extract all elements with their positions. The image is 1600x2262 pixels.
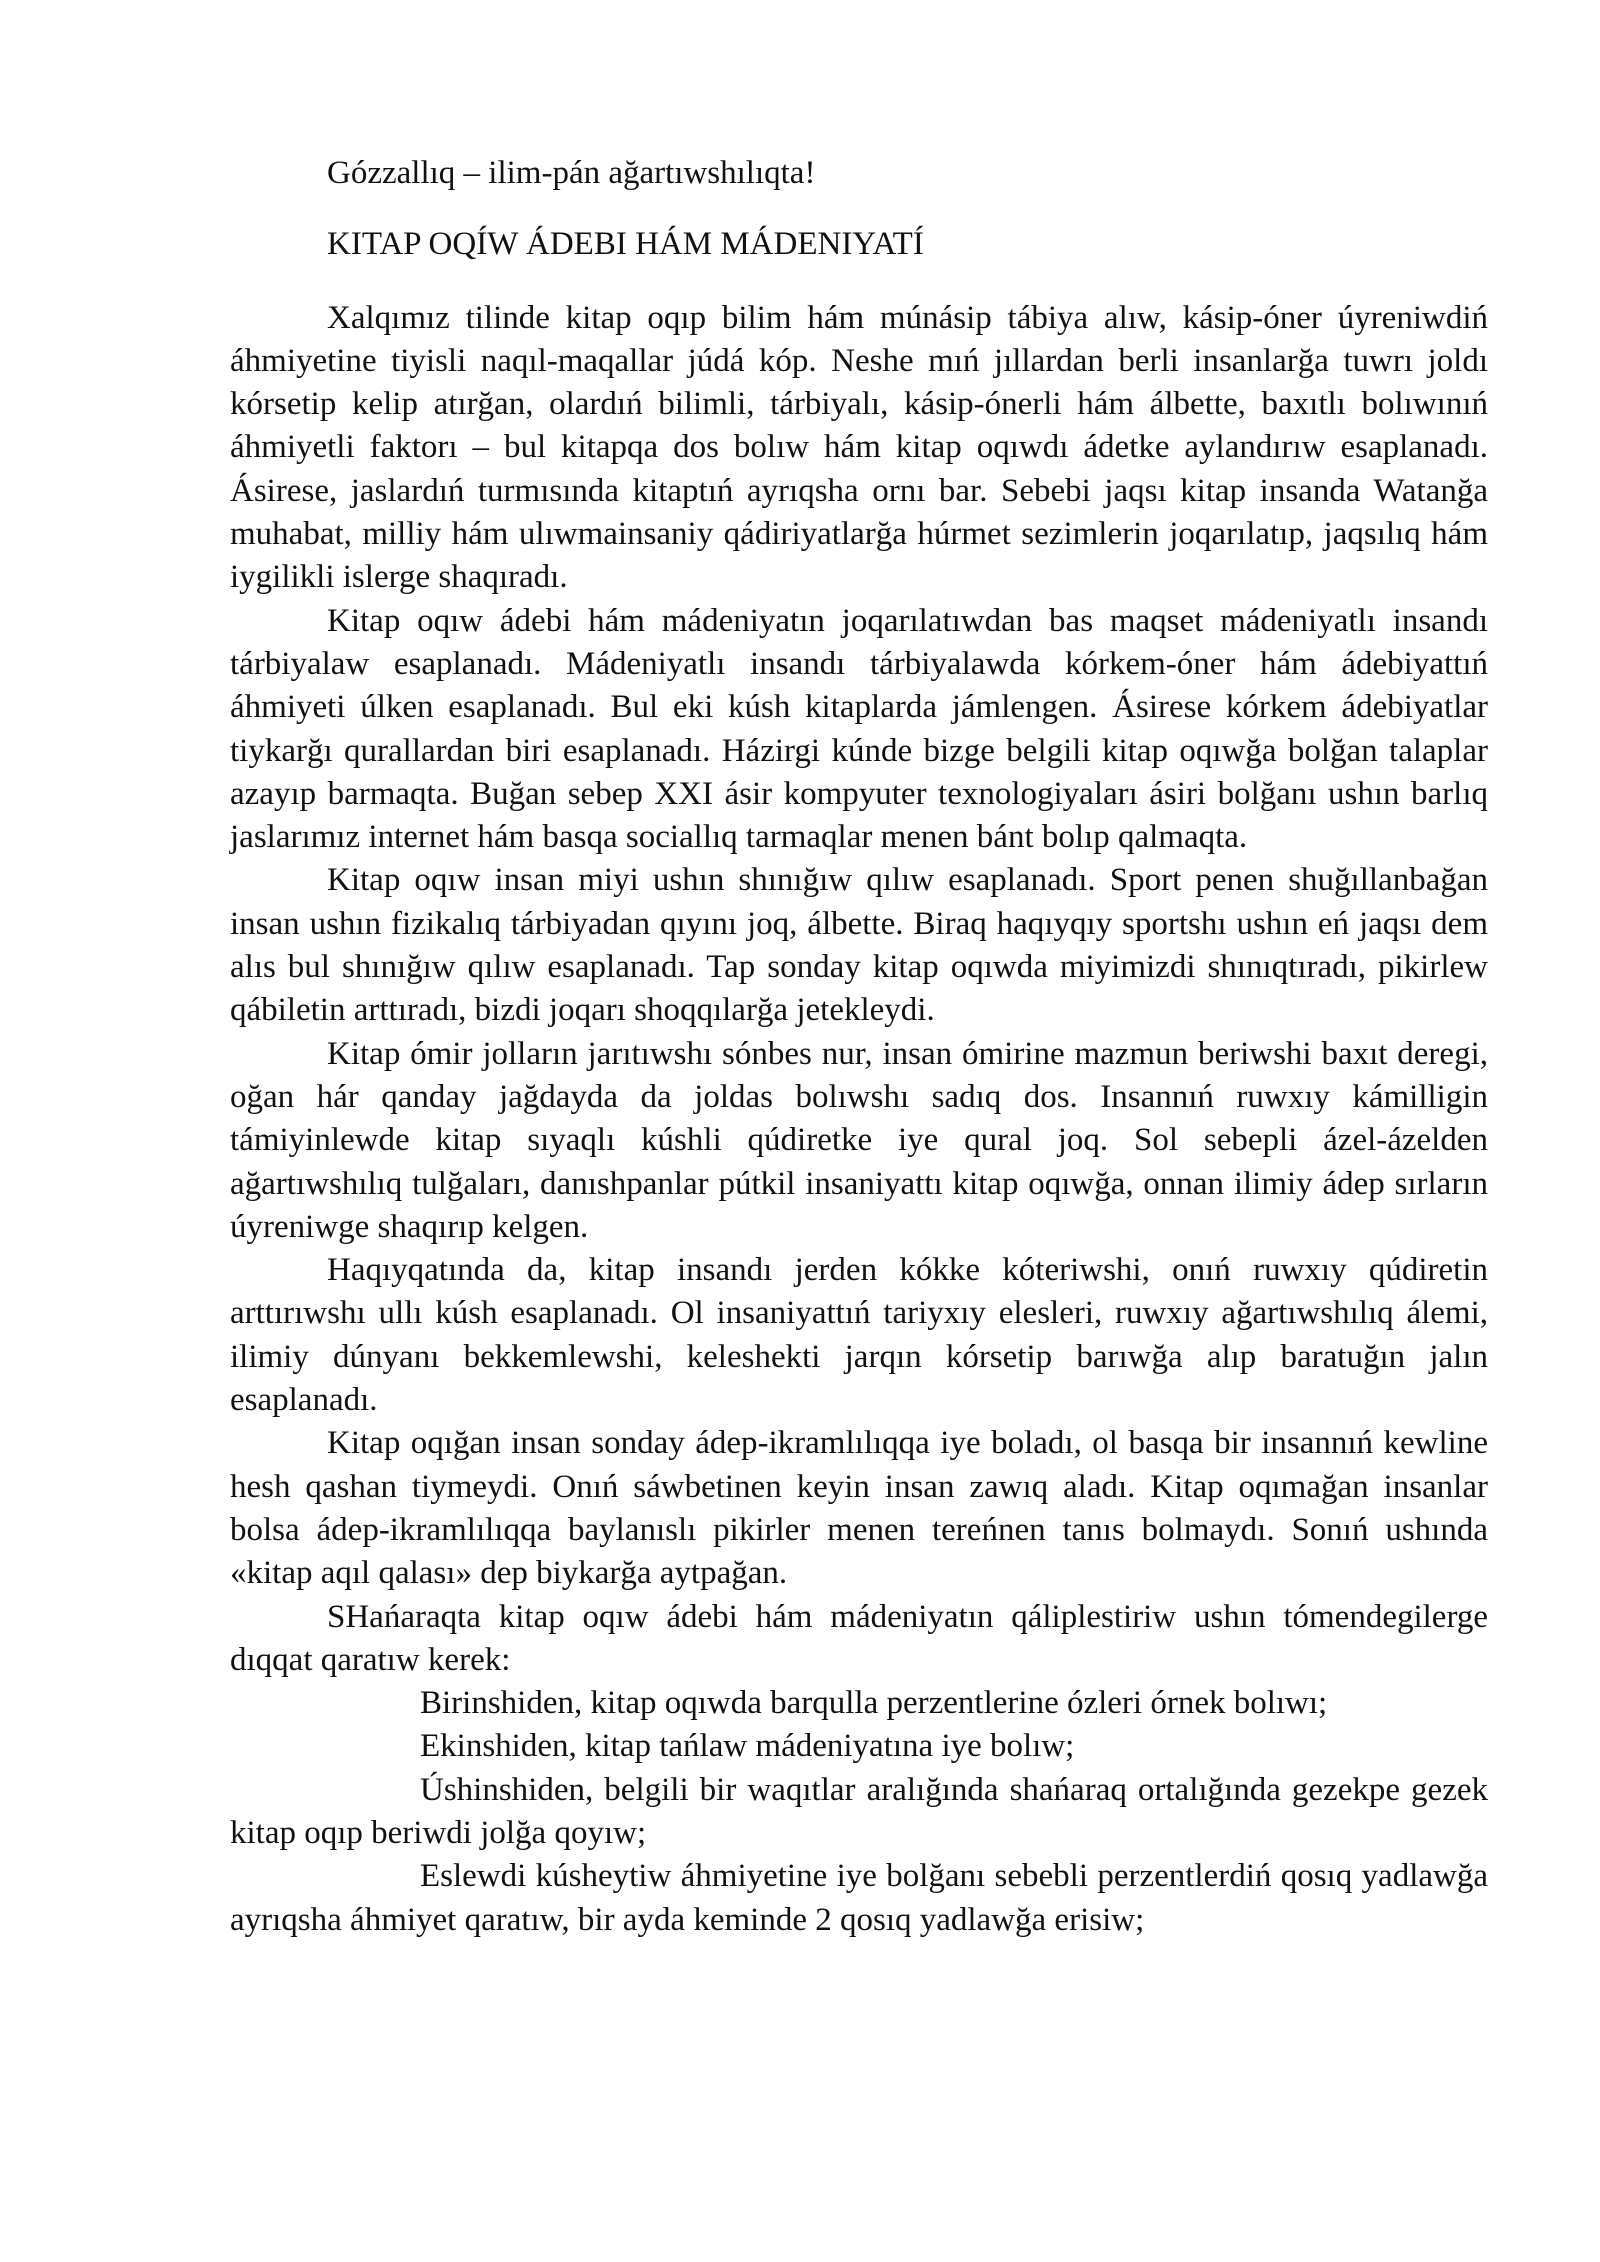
- motto: Gózzallıq – ilim-pán ağartıwshılıqta!: [327, 155, 816, 191]
- paragraph-7: SHańaraqta kitap oqıw ádebi hám mádeniyatın qáliplestiriw ushın tómendegilerge dıqqat qaratıw kerek:: [230, 1598, 1488, 1678]
- paragraph-1: Xalqımız tilinde kitap oqıp bilim hám múnásip tábiya alıw, kásip-óner úyreniwdiń áhmiyetine tiyisli naqıl-maqallar júdá kóp. Neshe mıń jıllardan berli insanlarğa tuwrı joldı kórsetip kelip atırğan, olardıń bilimli, tárbiyalı, kásip-ónerli hám álbette, baxıtlı bolıwınıń áhmiyetli faktorı – bul kitapqa dos bolıw hám kitap oqıwdı ádetke aylandırıw esaplanadı. Ásirese, jaslardıń turmısında kitaptıń ayrıqsha ornı bar. Sebebi jaqsı kitap insanda Watanğa muhabat, milliy hám ulıwmainsaniy qádiriyatlarğa húrmet sezimlerin joqarılatıp, jaqsılıq hám iygilikli islerge shaqıradı.: [230, 299, 1488, 596]
- list-item-2: Ekinshiden, kitap tańlaw mádeniyatına iye bolıw;: [420, 1728, 1075, 1765]
- list-item-1: Birinshiden, kitap oqıwda barqulla perzentlerine ózleri órnek bolıwı;: [420, 1685, 1328, 1722]
- paragraph-5: Haqıyqatında da, kitap insandı jerden kókke kóteriwshi, onıń ruwxıy qúdiretin arttırıwshı ullı kúsh esaplanadı. Ol insaniyattıń tariyxıy elesleri, ruwxıy ağartıwshılıq álemi, ilimiy dúnyanı bekkemlewshi, keleshekti jarqın kórsetip barıwğa alıp baratuğın jalın esaplanadı.: [230, 1252, 1488, 1419]
- document-body: [230, 152, 1488, 1942]
- paragraph-2: Kitap oqıw ádebi hám mádeniyatın joqarılatıwdan bas maqset mádeniyatlı insandı tárbiyalaw esaplanadı. Mádeniyatlı insandı tárbiyalawda kórkem-óner hám ádebiyattıń áhmiyeti úlken esaplanadı. Bul eki kúsh kitaplarda jámlengen. Ásirese kórkem ádebiyatlar tiykarğı qurallardan biri esaplanadı. Házirgi kúnde bizge belgili kitap oqıwğa bolğan talaplar azayıp barmaqta. Buğan sebep XXI ásir kompyuter texnologiyaları ásiri bolğanı ushın barlıq jaslarımız internet hám basqa sociallıq tarmaqlar menen bánt bolıp qalmaqta.: [230, 602, 1488, 856]
- paragraph-6: Kitap oqığan insan sonday ádep-ikramlılıqqa iye boladı, ol basqa bir insannıń kewline hesh qashan tiymeydi. Onıń sáwbetinen keyin insan zawıq aladı. Kitap oqımağan insanlar bolsa ádep-ikramlılıqqa baylanıslı pikirler menen tereńnen tanıs bolmaydı. Sonıń ushında «kitap aqıl qalası» dep biykarğa aytpağan.: [230, 1425, 1488, 1592]
- list-item-3: Úshinshiden, belgili bir waqıtlar aralığında shańaraq ortalığında gezekpe gezek kitap oqıp beriwdi jolğa qoyıw;: [230, 1771, 1488, 1851]
- document-title: KITAP OQÍW ÁDEBI HÁM MÁDENIYATÍ: [327, 226, 924, 263]
- list-item-4: Eslewdi kúsheytiw áhmiyetine iye bolğanı sebebli perzentlerdiń qosıq yadlawğa ayrıqsha áhmiyet qaratıw, bir ayda keminde 2 qosıq yadlawğa erisiw;: [230, 1858, 1488, 1938]
- paragraph-4: Kitap ómir jolların jarıtıwshı sónbes nur, insan ómirine mazmun beriwshi baxıt deregi, oğan hár qanday jağdayda da joldas bolıwshı sadıq dos. Insannıń ruwxıy kámilligin támiyinlewde kitap sıyaqlı kúshli qúdiretke iye qural joq. Sol sebepli ázel-ázelden ağartıwshılıq tulğaları, danıshpanlar pútkil insaniyattı kitap oqıwğa, onnan ilimiy ádep sırların úyreniwge shaqırıp kelgen.: [230, 1035, 1488, 1245]
- paragraph-3: Kitap oqıw insan miyi ushın shınığıw qılıw esaplanadı. Sport penen shuğıllanbağan insan ushın fizikalıq tárbiyadan qıyını joq, álbette. Biraq haqıyqıy sportshı ushın eń jaqsı dem alıs bul shınığıw qılıw esaplanadı. Tap sonday kitap oqıwda miyimizdi shınıqtıradı, pikirlew qábiletin arttıradı, bizdi joqarı shoqqılarğa jetekleydi.: [230, 862, 1488, 1029]
